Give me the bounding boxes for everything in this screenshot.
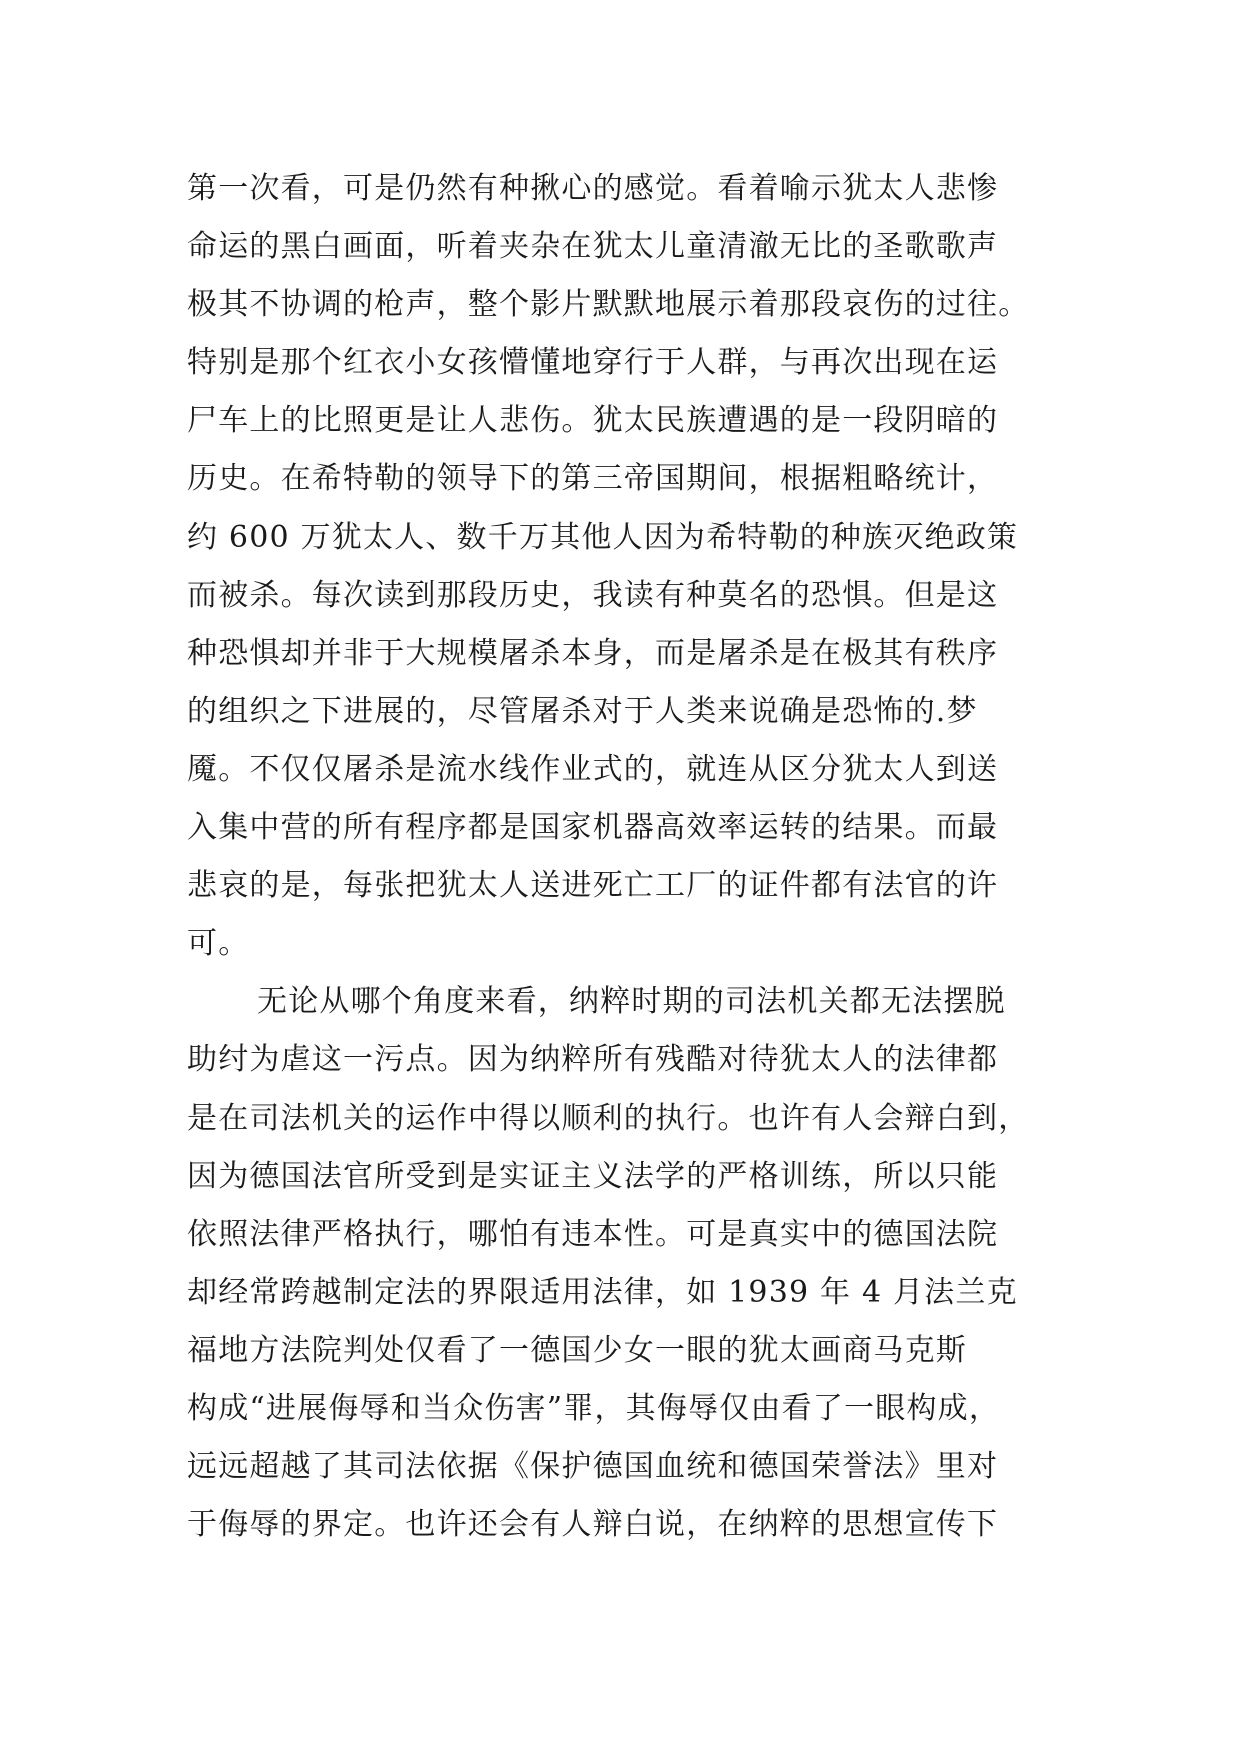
text-line: 尸车上的比照更是让人悲伤。犹太民族遭遇的是一段阴暗的 — [187, 403, 999, 439]
text-line: 依照法律严格执行，哪怕有违本性。可是真实中的德国法院 — [187, 1216, 999, 1252]
text-line: 福地方法院判处仅看了一德国少女一眼的犹太画商马克斯 — [187, 1332, 967, 1368]
paragraph-first-line: 无论从哪个角度来看，纳粹时期的司法机关都无法摆脱 — [257, 984, 1006, 1020]
text-line: 构成“进展侮辱和当众伤害”罪，其侮辱仅由看了一眼构成， — [187, 1390, 1001, 1426]
text-line: 因为德国法官所受到是实证主义法学的严格训练，所以只能 — [187, 1158, 999, 1194]
body-text — [187, 160, 1067, 1554]
text-line: 种恐惧却并非于大规模屠杀本身，而是屠杀是在极其有秩序 — [187, 635, 999, 671]
text-line: 却经常跨越制定法的界限适用法律，如 1939 年 4 月法兰克 — [187, 1274, 1018, 1310]
text-line: 助纣为虐这一污点。因为纳粹所有残酷对待犹太人的法律都 — [187, 1042, 999, 1078]
text-line: 极其不协调的枪声，整个影片默默地展示着那段哀伤的过往。 — [187, 287, 1030, 323]
text-line: 可。 — [187, 926, 250, 962]
text-line: 特别是那个红衣小女孩懵懂地穿行于人群，与再次出现在运 — [187, 345, 999, 381]
text-line: 是在司法机关的运作中得以顺利的执行。也许有人会辩白到， — [187, 1100, 1030, 1136]
text-line: 的组织之下进展的，尽管屠杀对于人类来说确是恐怖的.梦 — [187, 693, 978, 729]
text-line: 约 600 万犹太人、数千万其他人因为希特勒的种族灭绝政策 — [187, 519, 1019, 555]
text-line: 第一次看，可是仍然有种揪心的感觉。看着喻示犹太人悲惨 — [187, 171, 999, 206]
text-line: 而被杀。每次读到那段历史，我读有种莫名的恐惧。但是这 — [187, 577, 999, 613]
text-line: 命运的黑白画面，听着夹杂在犹太儿童清澈无比的圣歌歌声 — [187, 229, 999, 265]
text-line: 历史。在希特勒的领导下的第三帝国期间，根据粗略统计， — [187, 461, 999, 497]
text-line: 悲哀的是，每张把犹太人送进死亡工厂的证件都有法官的许 — [187, 868, 999, 904]
text-line: 魇。不仅仅屠杀是流水线作业式的，就连从区分犹太人到送 — [187, 751, 999, 787]
text-line: 远远超越了其司法依据《保护德国血统和德国荣誉法》里对 — [187, 1449, 999, 1485]
text-line: 入集中营的所有程序都是国家机器高效率运转的结果。而最 — [187, 810, 999, 846]
text-line: 于侮辱的界定。也许还会有人辩白说，在纳粹的思想宣传下 — [187, 1507, 999, 1543]
